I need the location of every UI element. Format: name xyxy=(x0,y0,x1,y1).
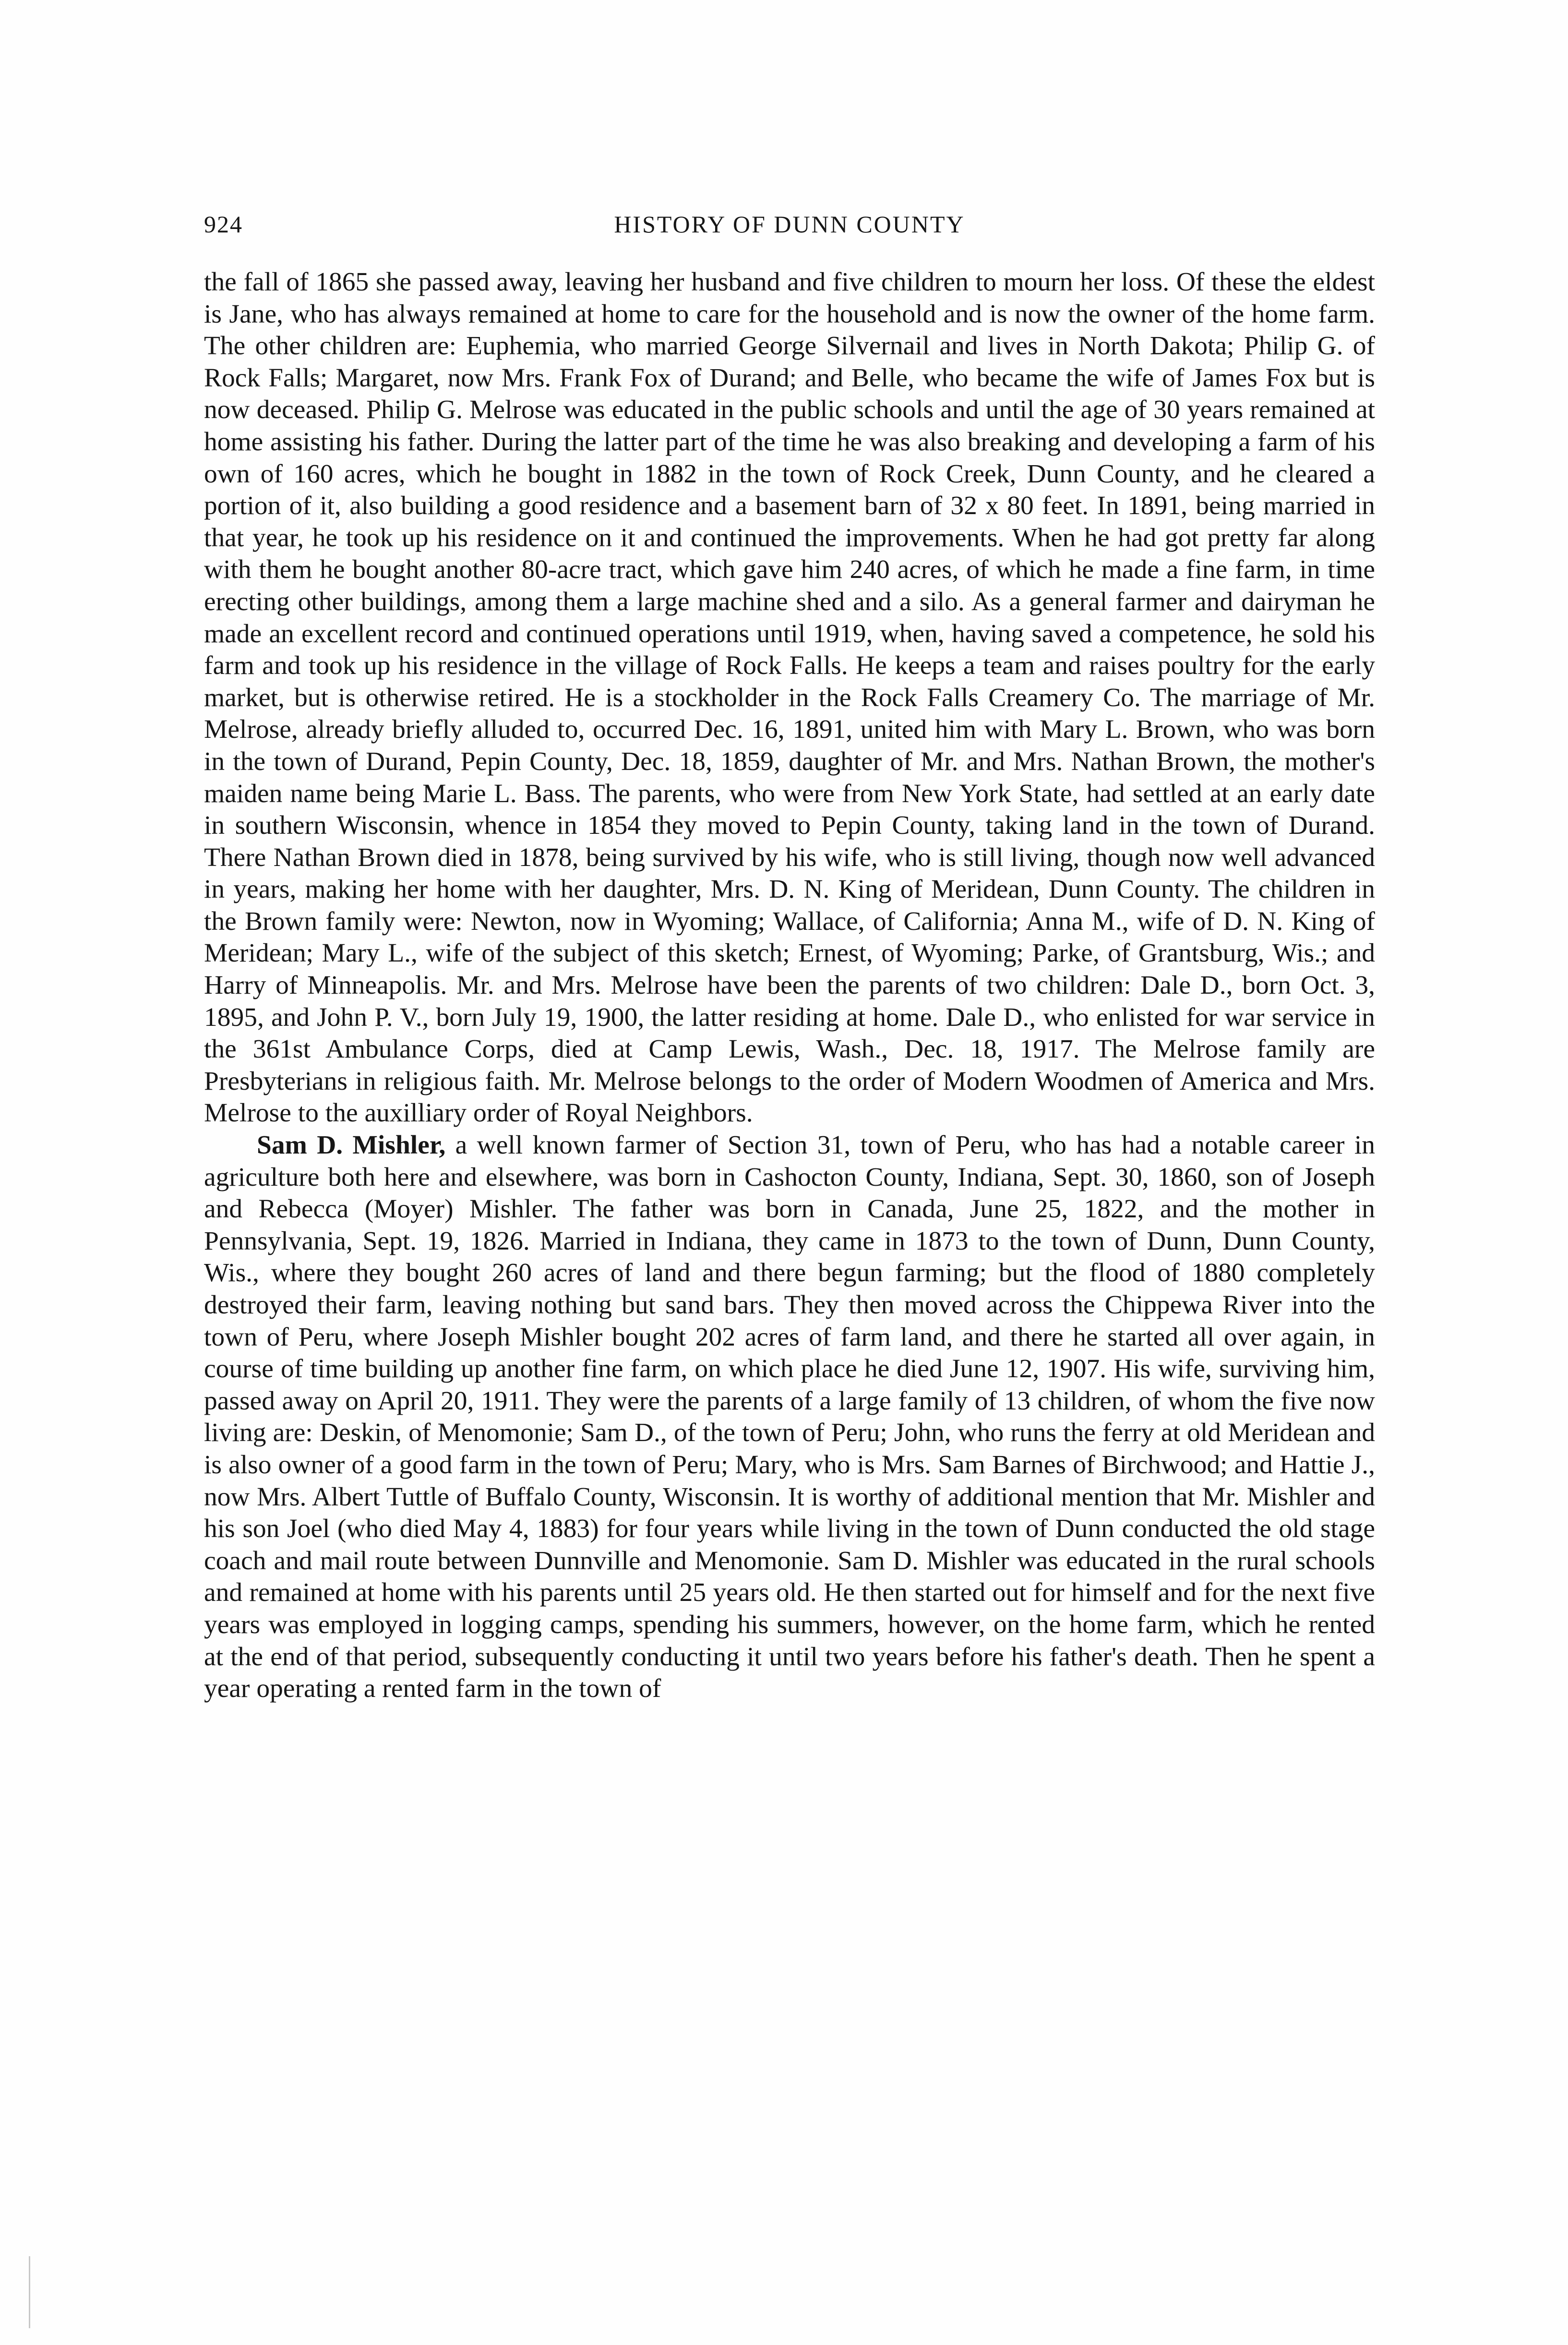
entry-name: Sam D. Mishler, xyxy=(257,1130,446,1160)
body-text xyxy=(204,266,1375,1705)
running-title: HISTORY OF DUNN COUNTY xyxy=(614,211,965,238)
scan-margin-line xyxy=(29,2256,30,2328)
paragraph-melrose: the fall of 1865 she passed away, leaving her husband and five children to mourn her loss. Of these the eldest is Jane, who has always remained at home to care for the household and is now the owner of the home farm. The other children are: Euphemia, who married George Silvernail and lives in North Dakota; Philip G. of Rock Falls; Margaret, now Mrs. Frank Fox of Durand; and Belle, who became the wife of James Fox but is now deceased. Philip G. Melrose was educated in the public schools and until the age of 30 years remained at home assisting his father. During the latter part of the time he was also breaking and developing a farm of his own of 160 acres, which he bought in 1882 in the town of Rock Creek, Dunn County, and he cleared a portion of it, also building a good residence and a basement barn of 32 x 80 feet. In 1891, being married in that year, he took up his residence on it and continued the improvements. When he had got pretty far along with them he bought another 80-acre tract, which gave him 240 acres, of which he made a fine farm, in time erecting other buildings, among them a large machine shed and a silo. As a general farmer and dairyman he made an excellent record and continued operations until 1919, when, having saved a competence, he sold his farm and took up his residence in the village of Rock Falls. He keeps a team and raises poultry for the early market, but is otherwise retired. He is a stockholder in the Rock Falls Creamery Co. The marriage of Mr. Melrose, already briefly alluded to, occurred Dec. 16, 1891, united him with Mary L. Brown, who was born in the town of Durand, Pepin County, Dec. 18, 1859, daughter of Mr. and Mrs. Nathan Brown, the mother's maiden name being Marie L. Bass. The parents, who were from New York State, had settled at an early date in southern Wisconsin, whence in 1854 they moved to Pepin County, taking land in the town of Durand. There Nathan Brown died in 1878, being survived by his wife, who is still living, though now well advanced in years, making her home with her daughter, Mrs. D. N. King of Meridean, Dunn County. The children in the Brown family were: Newton, now in Wyoming; Wallace, of California; Anna M., wife of D. N. King of Meridean; Mary L., wife of the subject of this sketch; Ernest, of Wyoming; Parke, of Grantsburg, Wis.; and Harry of Minneapolis. Mr. and Mrs. Melrose have been the parents of two children: Dale D., born Oct. 3, 1895, and John P. V., born July 19, 1900, the latter residing at home. Dale D., who enlisted for war service in the 361st Ambulance Corps, died at Camp Lewis, Wash., Dec. 18, 1917. The Melrose family are Presbyterians in religious faith. Mr. Melrose belongs to the order of Modern Woodmen of America and Mrs. Melrose to the auxilliary order of Royal Neighbors. xyxy=(204,267,1375,1128)
paragraph-mishler xyxy=(204,1130,1375,1705)
paragraph-mishler-text: a well known farmer of Section 31, town of Peru, who has had a notable career in agriculture both here and elsewhere, was born in Cashocton County, Indiana, Sept. 30, 1860, son of Joseph and Rebecca (Moyer) Mishler. The father was born in Canada, June 25, 1822, and the mother in Pennsylvania, Sept. 19, 1826. Married in Indiana, they came in 1873 to the town of Dunn, Dunn County, Wis., where they bought 260 acres of land and there begun farming; but the flood of 1880 completely destroyed their farm, leaving nothing but sand bars. They then moved across the Chippewa River into the town of Peru, where Joseph Mishler bought 202 acres of farm land, and there he started all over again, in course of time building up another fine farm, on which place he died June 12, 1907. His wife, surviving him, passed away on April 20, 1911. They were the parents of a large family of 13 children, of whom the five now living are: Deskin, of Menomonie; Sam D., of the town of Peru; John, who runs the ferry at old Meridean and is also owner of a good farm in the town of Peru; Mary, who is Mrs. Sam Barnes of Birchwood; and Hattie J., now Mrs. Albert Tuttle of Buffalo County, Wisconsin. It is worthy of additional mention that Mr. Mishler and his son Joel (who died May 4, 1883) for four years while living in the town of Dunn conducted the old stage coach and mail route between Dunnville and Menomonie. Sam D. Mishler was educated in the rural schools and remained at home with his parents until 25 years old. He then started out for himself and for the next five years was employed in logging camps, spending his summers, however, on the home farm, which he rented at the end of that period, subsequently conducting it until two years before his father's death. Then he spent a year operating a rented farm in the town of xyxy=(204,1130,1375,1704)
page-number: 924 xyxy=(204,211,243,238)
running-header xyxy=(204,210,1375,244)
